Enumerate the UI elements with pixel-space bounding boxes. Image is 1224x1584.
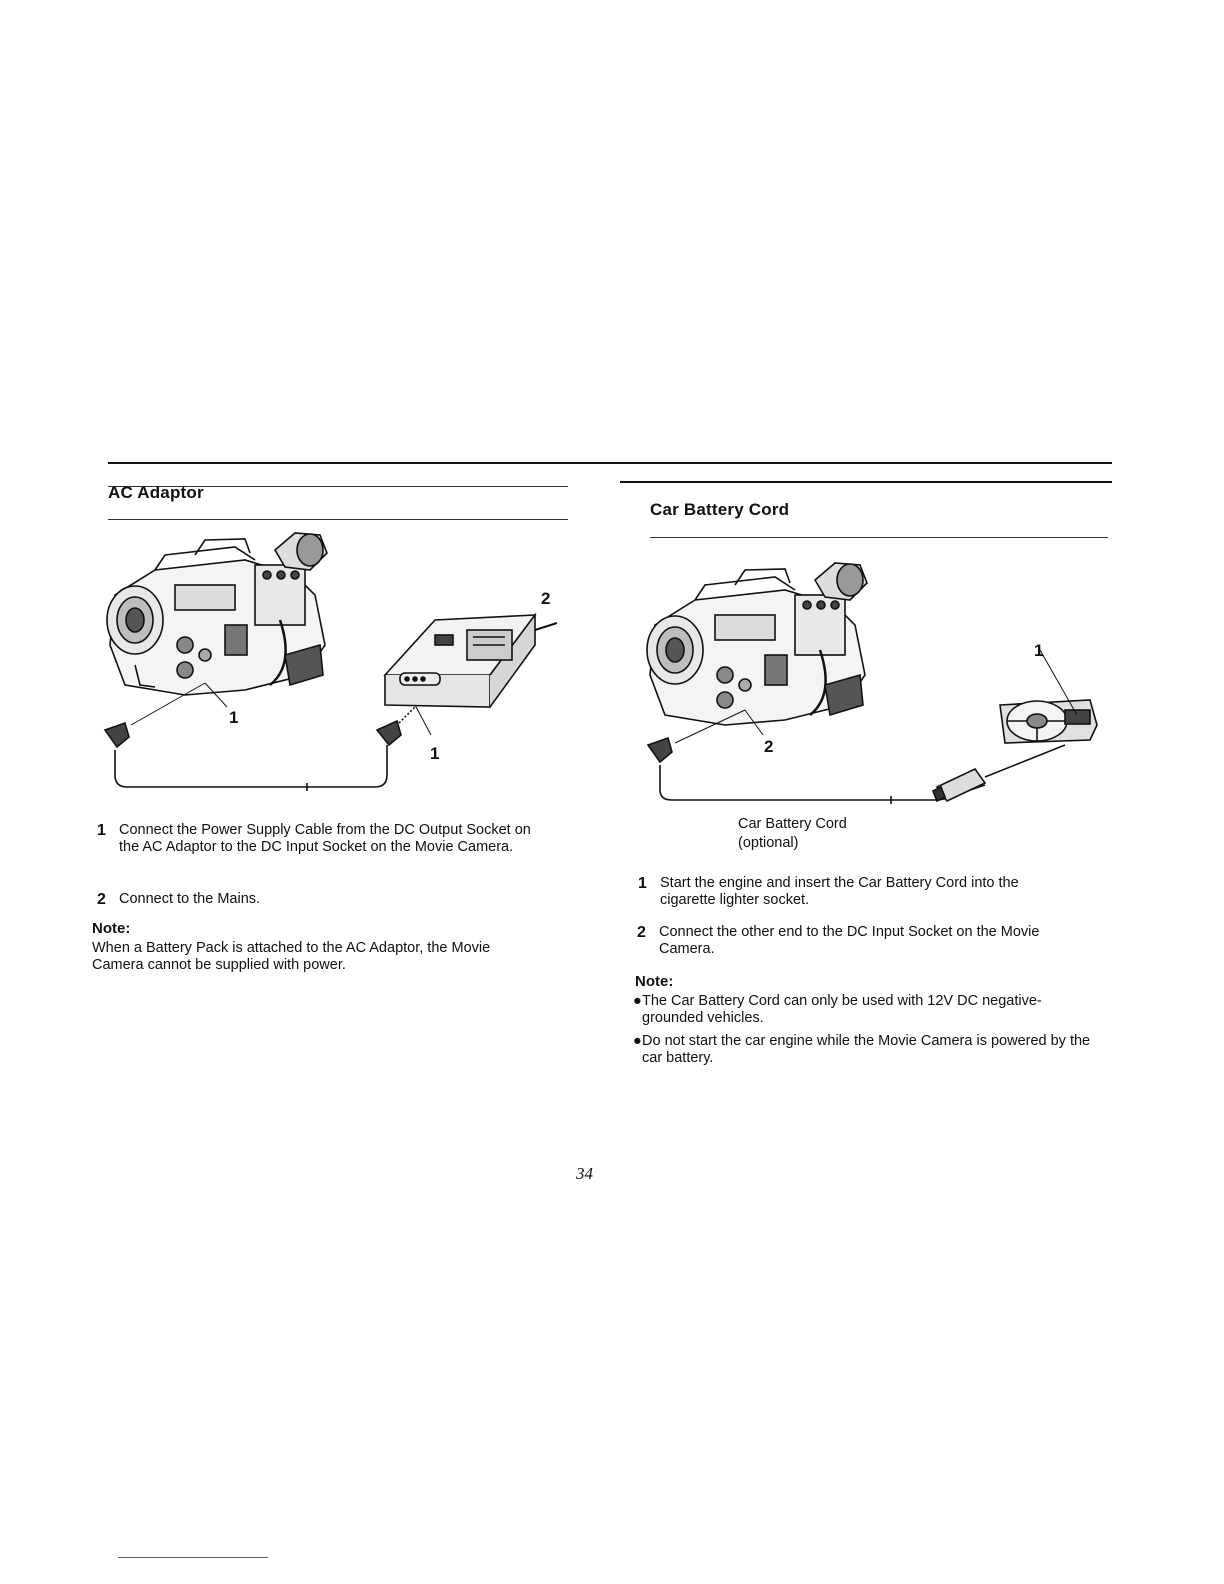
bottom-faint-rule — [118, 1557, 268, 1558]
ac-adaptor-illustration — [95, 525, 565, 800]
car-battery-heading: Car Battery Cord — [650, 500, 790, 519]
car-heading-rule-bottom — [650, 537, 1108, 538]
step-text: Connect the Power Supply Cable from the DC Output Socket on the AC Adaptor to the DC Input Socket on the Movie Camera. — [119, 822, 531, 855]
dashboard-drawing — [1000, 650, 1097, 743]
callout-adaptor-socket: 1 — [430, 744, 440, 763]
car-step-1 — [638, 875, 1058, 909]
ac-note-text: When a Battery Pack is attached to the AC Adaptor, the Movie Camera cannot be supplied with power. — [92, 940, 491, 973]
car-note-bullet-2 — [633, 1033, 1093, 1067]
car-battery-illustration — [645, 555, 1105, 825]
adaptor-box-drawing — [385, 615, 557, 707]
top-rule — [108, 462, 1112, 464]
caption-line-1: Car Battery Cord — [738, 816, 847, 832]
callout-mains: 2 — [541, 589, 551, 608]
step-text: Connect the other end to the DC Input Socket on the Movie Camera. — [659, 924, 1040, 957]
step-number: 1 — [638, 875, 647, 892]
ac-adaptor-heading: AC Adaptor — [108, 483, 204, 502]
power-cable-drawing — [105, 683, 431, 791]
top-rule-right — [620, 481, 1112, 483]
page-number: 34 — [576, 1164, 593, 1183]
caption-line-2: (optional) — [738, 835, 799, 851]
step-text: Connect to the Mains. — [119, 891, 261, 907]
step-number: 2 — [97, 891, 106, 908]
step-number: 2 — [637, 924, 646, 941]
bullet-dot: ● — [633, 993, 642, 1009]
bullet-text: The Car Battery Cord can only be used with 12V DC negative-grounded vehicles. — [642, 993, 1042, 1026]
callout-camera-socket: 1 — [229, 708, 239, 727]
callout-car-camera-socket: 2 — [764, 737, 774, 756]
car-step-2 — [637, 924, 1077, 958]
ac-step-1 — [97, 822, 542, 856]
camera-drawing — [107, 533, 327, 695]
ac-step-2 — [97, 891, 542, 908]
ac-note-label: Note: — [92, 920, 131, 937]
bullet-text: Do not start the car engine while the Movie Camera is powered by the car battery. — [642, 1033, 1091, 1066]
car-note-label: Note: — [635, 973, 674, 990]
step-text: Start the engine and insert the Car Battery Cord into the cigarette lighter socket. — [660, 875, 1019, 908]
car-note-bullet-1 — [633, 993, 1078, 1027]
bullet-dot: ● — [633, 1033, 642, 1049]
camera-drawing — [647, 563, 867, 725]
ac-heading-rule-bottom — [108, 519, 568, 520]
callout-lighter-socket: 1 — [1034, 641, 1044, 660]
step-number: 1 — [97, 822, 106, 839]
car-battery-cord-caption — [738, 815, 847, 853]
